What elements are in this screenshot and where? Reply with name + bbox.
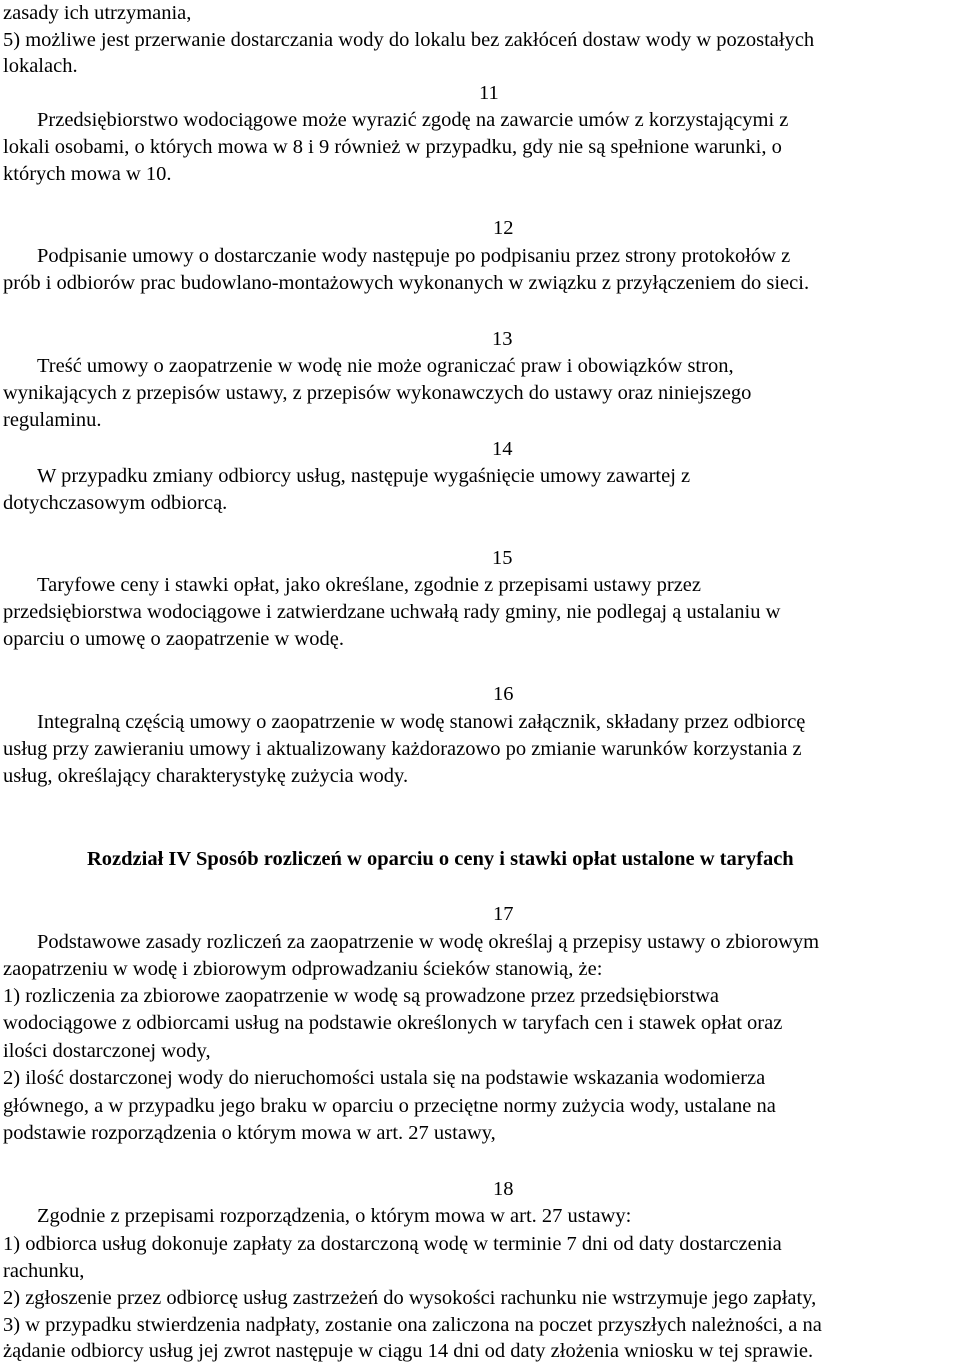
- section-12-line-1: Podpisanie umowy o dostarczanie wody następuje po podpisaniu przez strony protokołów z: [37, 245, 791, 267]
- section-15-line-3: oparciu o umowę o zaopatrzenie w wodę.: [3, 628, 344, 650]
- section-15-number: 15: [492, 547, 513, 569]
- section-11-line-2: lokali osobami, o których mowa w 8 i 9 również w przypadku, gdy nie są spełnione warunki, o: [3, 136, 782, 158]
- section-17-line-4: wodociągowe z odbiorcami usług na podstawie określonych w taryfach cen i stawek opłat oraz: [3, 1012, 783, 1034]
- section-11-line-3: których mowa w 10.: [3, 163, 172, 185]
- intro-line-2: 5) możliwe jest przerwanie dostarczania wody do lokalu bez zakłóceń dostaw wody w pozostałych: [3, 29, 815, 51]
- section-12-line-2: prób i odbiorów prac budowlano-montażowych wykonanych w związku z przyłączeniem do sieci.: [3, 272, 810, 294]
- section-18-line-2: 1) odbiorca usług dokonuje zapłaty za dostarczoną wodę w terminie 7 dni od daty dostarczenia: [3, 1233, 782, 1255]
- section-14-line-2: dotychczasowym odbiorcą.: [3, 492, 228, 514]
- section-13-line-3: regulaminu.: [3, 409, 102, 431]
- section-13-number: 13: [492, 328, 513, 350]
- section-11-line-1: Przedsiębiorstwo wodociągowe może wyrazić zgodę na zawarcie umów z korzystającymi z: [37, 109, 789, 131]
- section-18-line-3: rachunku,: [3, 1260, 85, 1282]
- section-11-number: 11: [479, 82, 499, 104]
- section-17-line-8: podstawie rozporządzenia o którym mowa w art. 27 ustawy,: [3, 1122, 496, 1144]
- section-17-line-7: głównego, a w przypadku jego braku w oparciu o przeciętne normy zużycia wody, ustalane na: [3, 1095, 776, 1117]
- section-17-number: 17: [493, 903, 514, 925]
- section-12-number: 12: [493, 217, 514, 239]
- intro-line-3: lokalach.: [3, 55, 78, 77]
- section-16-number: 16: [493, 683, 514, 705]
- section-15-line-2: przedsiębiorstwa wodociągowe i zatwierdzane uchwałą rady gminy, nie podlegaj ą ustalaniu w: [3, 601, 781, 623]
- section-14-number: 14: [492, 438, 513, 460]
- section-15-line-1: Taryfowe ceny i stawki opłat, jako określane, zgodnie z przepisami ustawy przez: [37, 574, 701, 596]
- section-17-line-1: Podstawowe zasady rozliczeń za zaopatrzenie w wodę określaj ą przepisy ustawy o zbiorowym: [37, 931, 820, 953]
- section-14-line-1: W przypadku zmiany odbiorcy usług, następuje wygaśnięcie umowy zawartej z: [37, 465, 691, 487]
- section-18-line-5: 3) w przypadku stwierdzenia nadpłaty, zostanie ona zaliczona na poczet przyszłych należności, a na: [3, 1314, 822, 1336]
- section-17-line-2: zaopatrzeniu w wodę i zbiorowym odprowadzaniu ścieków stanowią, że:: [3, 958, 603, 980]
- chapter-heading: Rozdział IV Sposób rozliczeń w oparciu o ceny i stawki opłat ustalone w taryfach: [87, 848, 794, 870]
- intro-line-1: zasady ich utrzymania,: [3, 2, 192, 24]
- section-18-number: 18: [493, 1178, 514, 1200]
- section-17-line-6: 2) ilość dostarczonej wody do nieruchomości ustala się na podstawie wskazania wodomierza: [3, 1067, 766, 1089]
- section-13-line-1: Treść umowy o zaopatrzenie w wodę nie może ograniczać praw i obowiązków stron,: [37, 355, 734, 377]
- section-17-line-3: 1) rozliczenia za zbiorowe zaopatrzenie w wodę są prowadzone przez przedsiębiorstwa: [3, 985, 719, 1007]
- section-16-line-1: Integralną częścią umowy o zaopatrzenie w wodę stanowi załącznik, składany przez odbiorcę: [37, 711, 806, 733]
- section-17-line-5: ilości dostarczonej wody,: [3, 1040, 211, 1062]
- section-18-line-1: Zgodnie z przepisami rozporządzenia, o którym mowa w art. 27 ustawy:: [37, 1205, 632, 1227]
- section-18-line-4: 2) zgłoszenie przez odbiorcę usług zastrzeżeń do wysokości rachunku nie wstrzymuje jego zapłaty,: [3, 1287, 817, 1309]
- section-16-line-3: usług, określający charakterystykę zużycia wody.: [3, 765, 409, 787]
- section-18-line-6: żądanie odbiorcy usług jej zwrot następuje w ciągu 14 dni od daty złożenia wniosku w tej sprawie.: [3, 1340, 814, 1362]
- section-13-line-2: wynikających z przepisów ustawy, z przepisów wykonawczych do ustawy oraz niniejszego: [3, 382, 752, 404]
- section-16-line-2: usług przy zawieraniu umowy i aktualizowany każdorazowo po zmianie warunków korzystania z: [3, 738, 802, 760]
